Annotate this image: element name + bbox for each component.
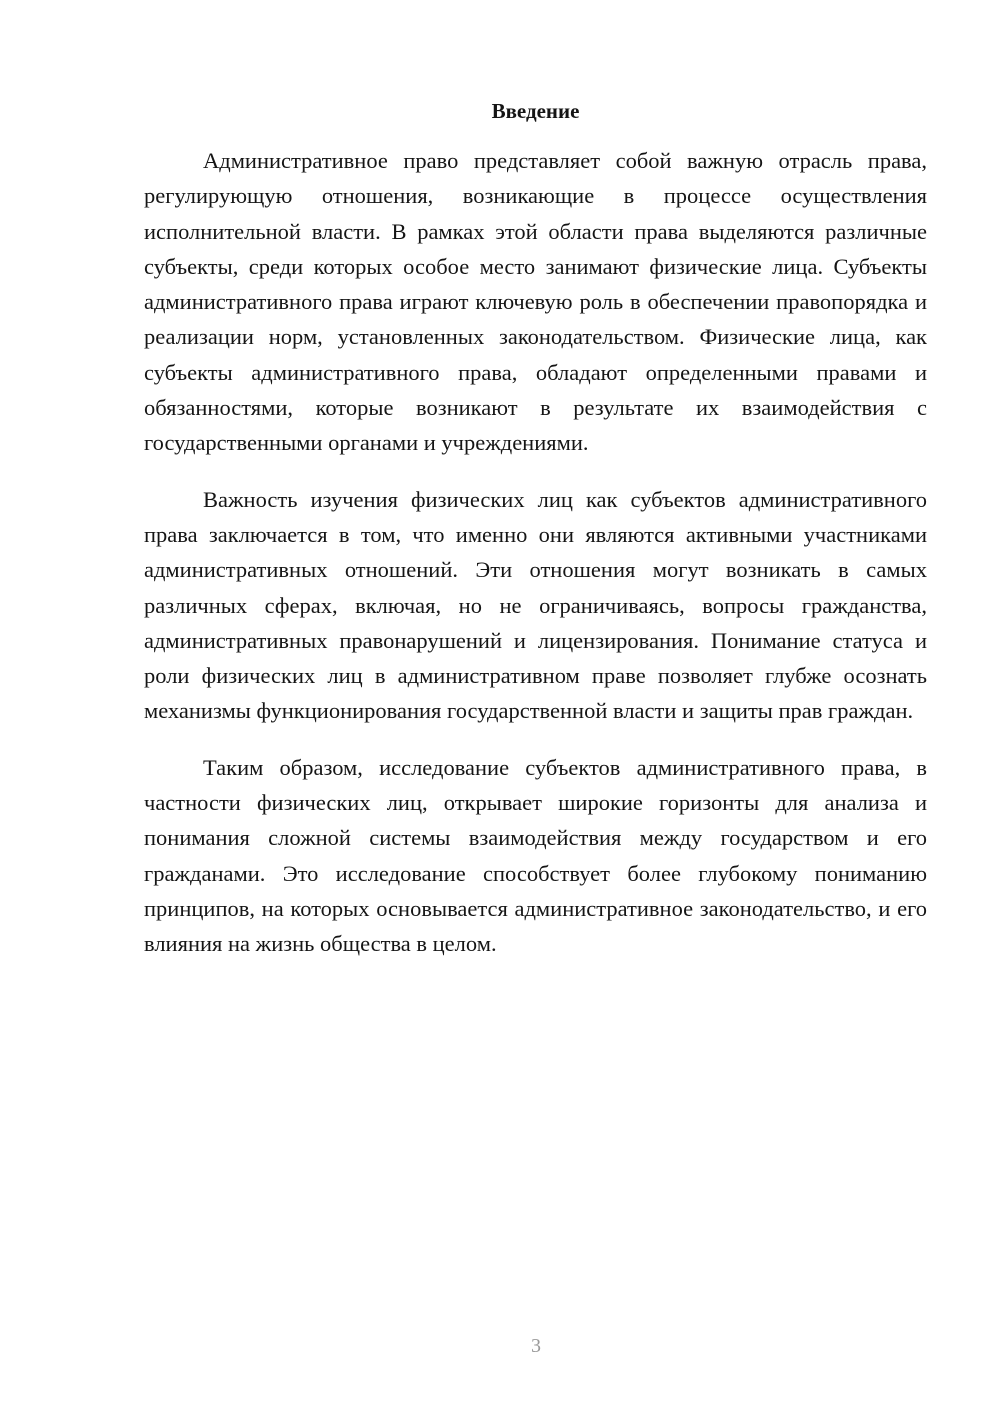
page-number: 3: [531, 1335, 541, 1357]
intro-paragraph-1: Административное право представляет собой важную отрасль права, регулирующую отношения, возникающие в процессе осуществления исполнительной власти. В рамках этой области права выделяются различные субъекты, среди которых особое место занимают физические лица. Субъекты административного права играют ключевую роль в обеспечении правопорядка и реализации норм, установленных законодательством. Физические лица, как субъекты административного права, обладают определенными правами и обязанностями, которые возникают в результате их взаимодействия с государственными органами и учреждениями.: [144, 148, 927, 456]
intro-paragraph-2: Важность изучения физических лиц как субъектов административного права заключается в том, что именно они являются активными участниками административных отношений. Эти отношения могут возникать в самых различных сферах, включая, но не ограничиваясь, вопросы гражданства, административных правонарушений и лицензирования. Понимание статуса и роли физических лиц в административном праве позволяет глубже осознать механизмы функционирования государственной власти и защиты прав граждан.: [144, 486, 927, 724]
page-content: [144, 96, 927, 962]
page-title: Введение: [491, 99, 580, 123]
intro-paragraph-3: Таким образом, исследование субъектов административного права, в частности физических лиц, открывает широкие горизонты для анализа и понимания сложной системы взаимодействия между государством и его гражданами. Это исследование способствует более глубокому пониманию принципов, на которых основывается административное законодательство, и его влияния на жизнь общества в целом.: [144, 754, 927, 957]
